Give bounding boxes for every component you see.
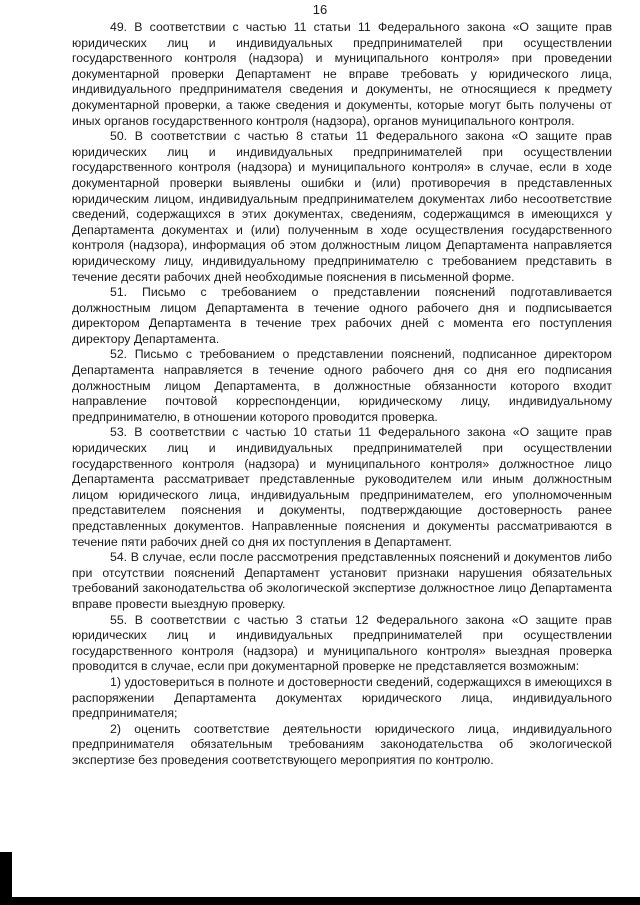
paragraph-49: 49. В соответствии с частью 11 статьи 11 Федерального закона «О защите прав юридических лиц и индивидуальных предпринимателей при осуществлении государственного контроля (надзора) и муниципального контроля» при проведении документарной проверки Департамент не вправе требовать у юридического лица, индивидуального предпринимателя сведения и документы, не относящиеся к предмету документарной проверки, а также сведения и документы, которые могут быть получены от иных органов государственного контроля (надзора), органов муниципального контроля. xyxy=(72,20,612,128)
paragraph-55: 55. В соответствии с частью 3 статьи 12 Федерального закона «О защите прав юридических лиц и индивидуальных предпринимателей при осуществлении государственного контроля (надзора) и муниципального контроля» выездная проверка проводится в случае, если при документарной проверке не представляется возможным: xyxy=(72,612,612,674)
paragraph-51: 51. Письмо с требованием о представлении пояснений подготавливается должностным лицом Департамента в течение одного рабочего дня и подписывается директором Департамента в течение трех рабочих дней с момента его поступления директору Департамента. xyxy=(72,285,612,346)
list-item-1: 1) удостовериться в полноте и достоверности сведений, содержащихся в имеющихся в распоряжении Департамента документах юридического лица, индивидуального предпринимателя; xyxy=(72,674,612,721)
page-number: 16 xyxy=(312,2,328,17)
paragraph-52: 52. Письмо с требованием о представлении пояснений, подписанное директором Департамента направляется в течение одного рабочего дня со дня его подписания должностным лицом Департамента, в должностные обязанности которого входит направление почтовой корреспонденции, юридическому лицу, индивидуальному предпринимателю, в отношении которого проводится проверка. xyxy=(72,347,612,424)
document-body xyxy=(72,20,612,769)
scan-edge-bottom xyxy=(0,897,640,905)
paragraph-50: 50. В соответствии с частью 8 статьи 11 Федерального закона «О защите прав юридических лиц и индивидуальных предпринимателей при осуществлении государственного контроля (надзора) и муниципального контроля» в случае, если в ходе документарной проверки выявлены ошибки и (или) противоречия в представленных юридическим лицом, индивидуальным предпринимателем документах либо несоответствие сведений, содержащихся в этих документах, сведениям, содержащимся в имеющихся у Департамента документах и (или) полученным в ходе осуществления государственного контроля (надзора), информация об этом должностным лицом Департамента направляется юридическому лицу, индивидуальному предпринимателю с требованием представить в течение десяти рабочих дней необходимые пояснения в письменной форме. xyxy=(72,129,612,284)
list-item-2: 2) оценить соответствие деятельности юридического лица, индивидуального предпринимателя обязательным требованиям законодательства об экологической экспертизе без проведения соответствующего мероприятия по контролю. xyxy=(72,721,612,767)
paragraph-53: 53. В соответствии с частью 10 статьи 11 Федерального закона «О защите прав юридических лиц и индивидуальных предпринимателей при осуществлении государственного контроля (надзора) и муниципального контроля» должностное лицо Департамента рассматривает представленные руководителем или иным должностным лицом юридического лица, индивидуальным предпринимателем, его уполномоченным представителем пояснения и документы, подтверждающие достоверность ранее представленных документов. Направленные пояснения и документы рассматриваются в течение пяти рабочих дней со дня их поступления в Департамент. xyxy=(72,425,612,549)
paragraph-54: 54. В случае, если после рассмотрения представленных пояснений и документов либо при отсутствии пояснений Департамент установит признаки нарушения обязательных требований законодательства об экологической экспертизе должностное лицо Департамента вправе провести выездную проверку. xyxy=(72,550,612,611)
